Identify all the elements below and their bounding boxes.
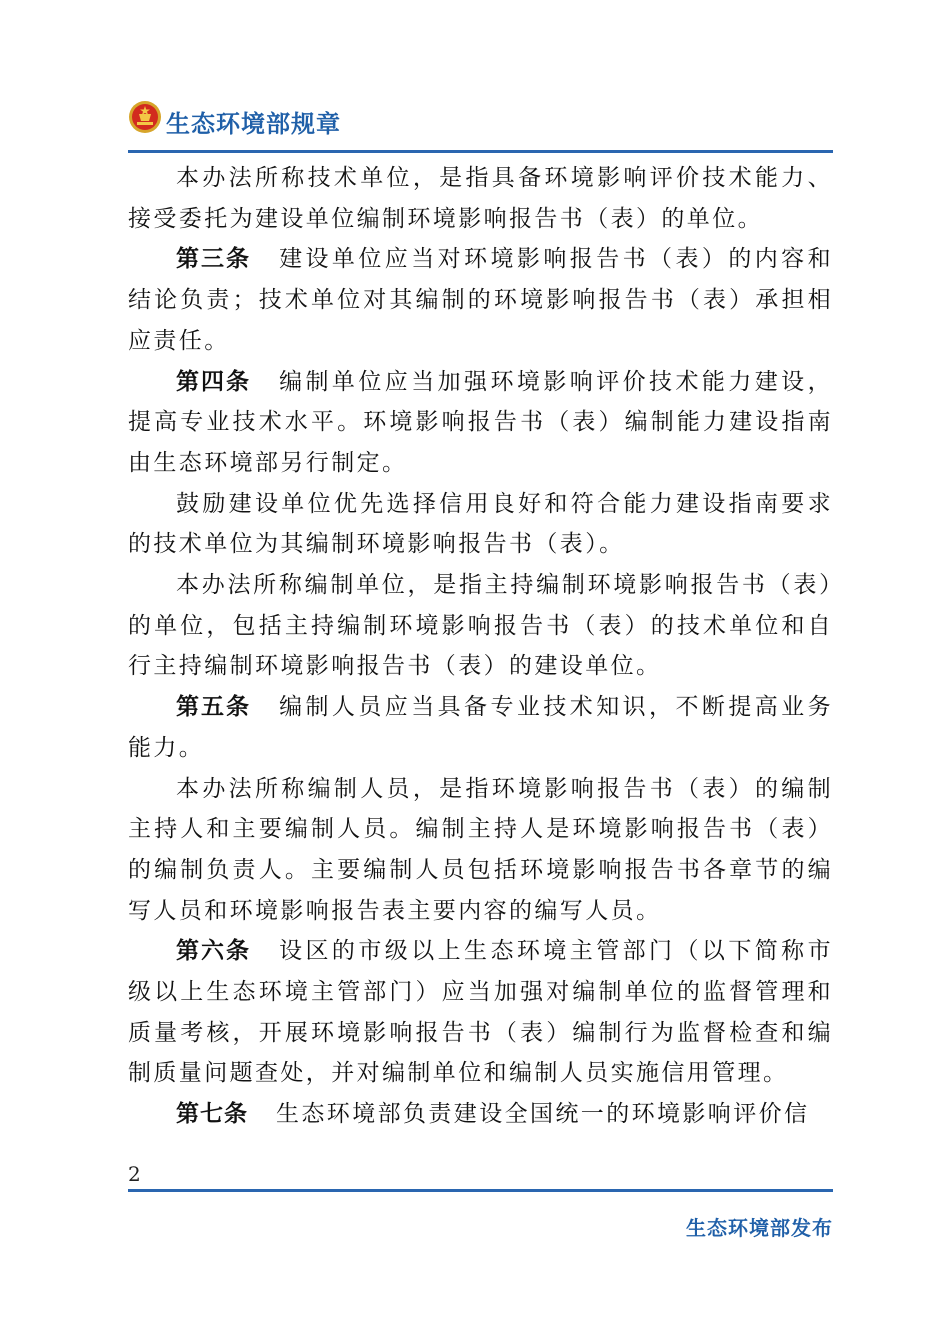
article-label: 第七条 <box>176 1101 248 1128</box>
paragraph <box>128 362 833 484</box>
paragraph <box>128 1094 833 1135</box>
paragraph-text: 本办法所称编制人员，是指环境影响报告书（表）的编制主持人和主要编制人员。编制主持人是环境影响报告书（表）的编制负责人。主要编制人员包括环境影响报告书各章节的编写人员和环境影响报告表主要内容的编写人员。 <box>128 775 833 924</box>
page-header <box>128 98 833 158</box>
paragraph-text: 生态环境部负责建设全国统一的环境影响评价信 <box>276 1101 810 1128</box>
paragraph <box>128 158 833 239</box>
paragraph-text: 建设单位应当对环境影响报告书（表）的内容和结论负责；技术单位对其编制的环境影响报告书（表）承担相应责任。 <box>128 246 833 354</box>
article-label: 第五条 <box>176 694 252 721</box>
page-number: 2 <box>128 1162 141 1186</box>
paragraph-text: 本办法所称技术单位，是指具备环境影响评价技术能力、接受委托为建设单位编制环境影响报告书（表）的单位。 <box>128 165 833 232</box>
paragraph-text: 编制单位应当加强环境影响评价技术能力建设，提高专业技术水平。环境影响报告书（表）编制能力建设指南由生态环境部另行制定。 <box>128 368 833 476</box>
paragraph <box>128 931 833 1094</box>
paragraph <box>128 565 833 687</box>
paragraph <box>128 687 833 768</box>
document-body <box>128 158 833 1135</box>
article-label: 第三条 <box>176 246 252 273</box>
paragraph <box>128 239 833 361</box>
paragraph-text: 编制人员应当具备专业技术知识，不断提高业务能力。 <box>128 694 833 761</box>
footer-divider <box>128 1189 833 1192</box>
national-emblem-icon <box>128 100 162 134</box>
header-title: 生态环境部规章 <box>166 110 341 138</box>
paragraph <box>128 769 833 932</box>
footer-label: 生态环境部发布 <box>686 1216 833 1240</box>
article-label: 第四条 <box>176 368 252 395</box>
paragraph-text: 设区的市级以上生态环境主管部门（以下简称市级以上生态环境主管部门）应当加强对编制单位的监督管理和质量考核，开展环境影响报告书（表）编制行为监督检查和编制质量问题查处，并对编制单位和编制人员实施信用管理。 <box>128 938 833 1087</box>
paragraph-text: 鼓励建设单位优先选择信用良好和符合能力建设指南要求的技术单位为其编制环境影响报告书（表）。 <box>128 490 833 558</box>
paragraph-text: 本办法所称编制单位，是指主持编制环境影响报告书（表）的单位，包括主持编制环境影响报告书（表）的技术单位和自行主持编制环境影响报告书（表）的建设单位。 <box>128 572 833 680</box>
paragraph <box>128 484 833 565</box>
header-divider <box>128 150 833 153</box>
article-label: 第六条 <box>176 938 252 965</box>
